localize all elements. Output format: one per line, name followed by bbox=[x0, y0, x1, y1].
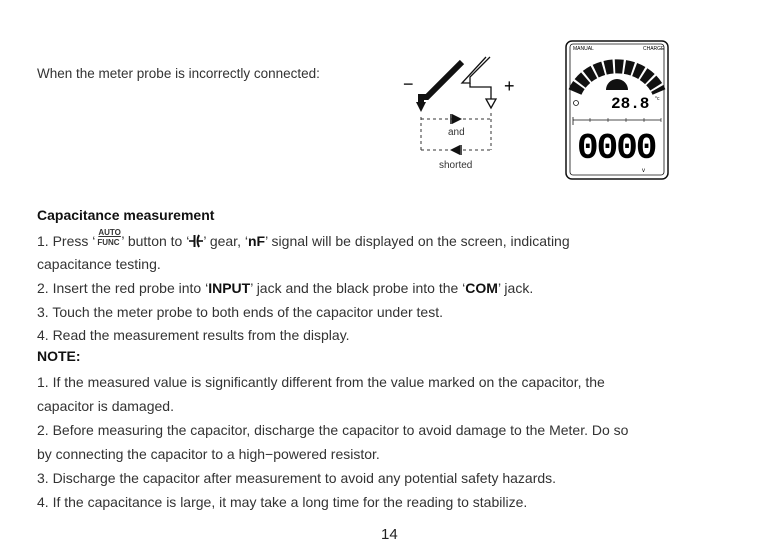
step-2-text-c: ’ jack. bbox=[497, 280, 534, 296]
temperature-unit: °c bbox=[655, 96, 660, 102]
step-1-text-b: ’ button to ‘ bbox=[121, 233, 190, 249]
note-1-line-2: capacitor is damaged. bbox=[37, 398, 174, 414]
note-1-line-1: 1. If the measured value is significantly different from the value marked on the capacitor, the bbox=[37, 374, 605, 390]
step-3-line: 3. Touch the meter probe to both ends of the capacitor under test. bbox=[37, 304, 443, 320]
shorted-label: shorted bbox=[439, 160, 473, 171]
page-number: 14 bbox=[381, 526, 398, 543]
com-jack-label: COM bbox=[465, 280, 498, 296]
step-2-text-a: 2. Insert the red probe into ‘ bbox=[37, 280, 209, 296]
input-jack-label: INPUT bbox=[208, 280, 251, 296]
unit-indicator: v bbox=[642, 168, 645, 174]
probe-connection-diagram bbox=[400, 55, 530, 175]
step-1-line-2: capacitance testing. bbox=[37, 256, 161, 272]
step-2-line bbox=[37, 280, 533, 296]
section-title: Capacitance measurement bbox=[37, 207, 215, 223]
red-probe-arrow bbox=[486, 99, 496, 108]
step-4-line: 4. Read the measurement results from the display. bbox=[37, 327, 350, 343]
note-title: NOTE: bbox=[37, 348, 81, 364]
func-label: FUNC bbox=[97, 238, 120, 247]
step-1-text-d: ’ signal will be displayed on the screen, indicating bbox=[265, 233, 570, 249]
temperature-readout: 28.8 bbox=[611, 95, 650, 113]
auto-label: AUTO bbox=[98, 228, 121, 237]
plus-sign: + bbox=[504, 76, 515, 96]
step-2-text-b: ’ jack and the black probe into the ‘ bbox=[250, 280, 466, 296]
step-1-text-c: ’ gear, ‘ bbox=[203, 233, 248, 249]
step-1-line-1 bbox=[37, 228, 570, 249]
nf-signal: nF bbox=[247, 233, 266, 249]
auto-func-button-label bbox=[95, 228, 121, 248]
main-readout: 0000 bbox=[577, 128, 656, 169]
step-1-text-a: 1. Press ‘ bbox=[37, 233, 96, 249]
note-4-line: 4. If the capacitance is large, it may take a long time for the reading to stabilize. bbox=[37, 494, 528, 510]
note-3-line: 3. Discharge the capacitor after measurement to avoid any potential safety hazards. bbox=[37, 470, 557, 486]
intro-text: When the meter probe is incorrectly connected: bbox=[37, 66, 320, 81]
black-probe-arrow bbox=[416, 102, 426, 112]
note-2-line-1: 2. Before measuring the capacitor, discharge the capacitor to avoid damage to the Meter. Do so bbox=[37, 422, 629, 438]
minus-sign: − bbox=[403, 74, 414, 94]
note-2-line-2: by connecting the capacitor to a high−powered resistor. bbox=[37, 446, 380, 462]
manual-indicator: MANUAL bbox=[573, 46, 594, 52]
and-label: and bbox=[448, 127, 465, 138]
charge-indicator: CHARGE bbox=[643, 46, 665, 52]
capacitor-icon bbox=[189, 234, 203, 248]
lcd-display bbox=[565, 40, 669, 180]
